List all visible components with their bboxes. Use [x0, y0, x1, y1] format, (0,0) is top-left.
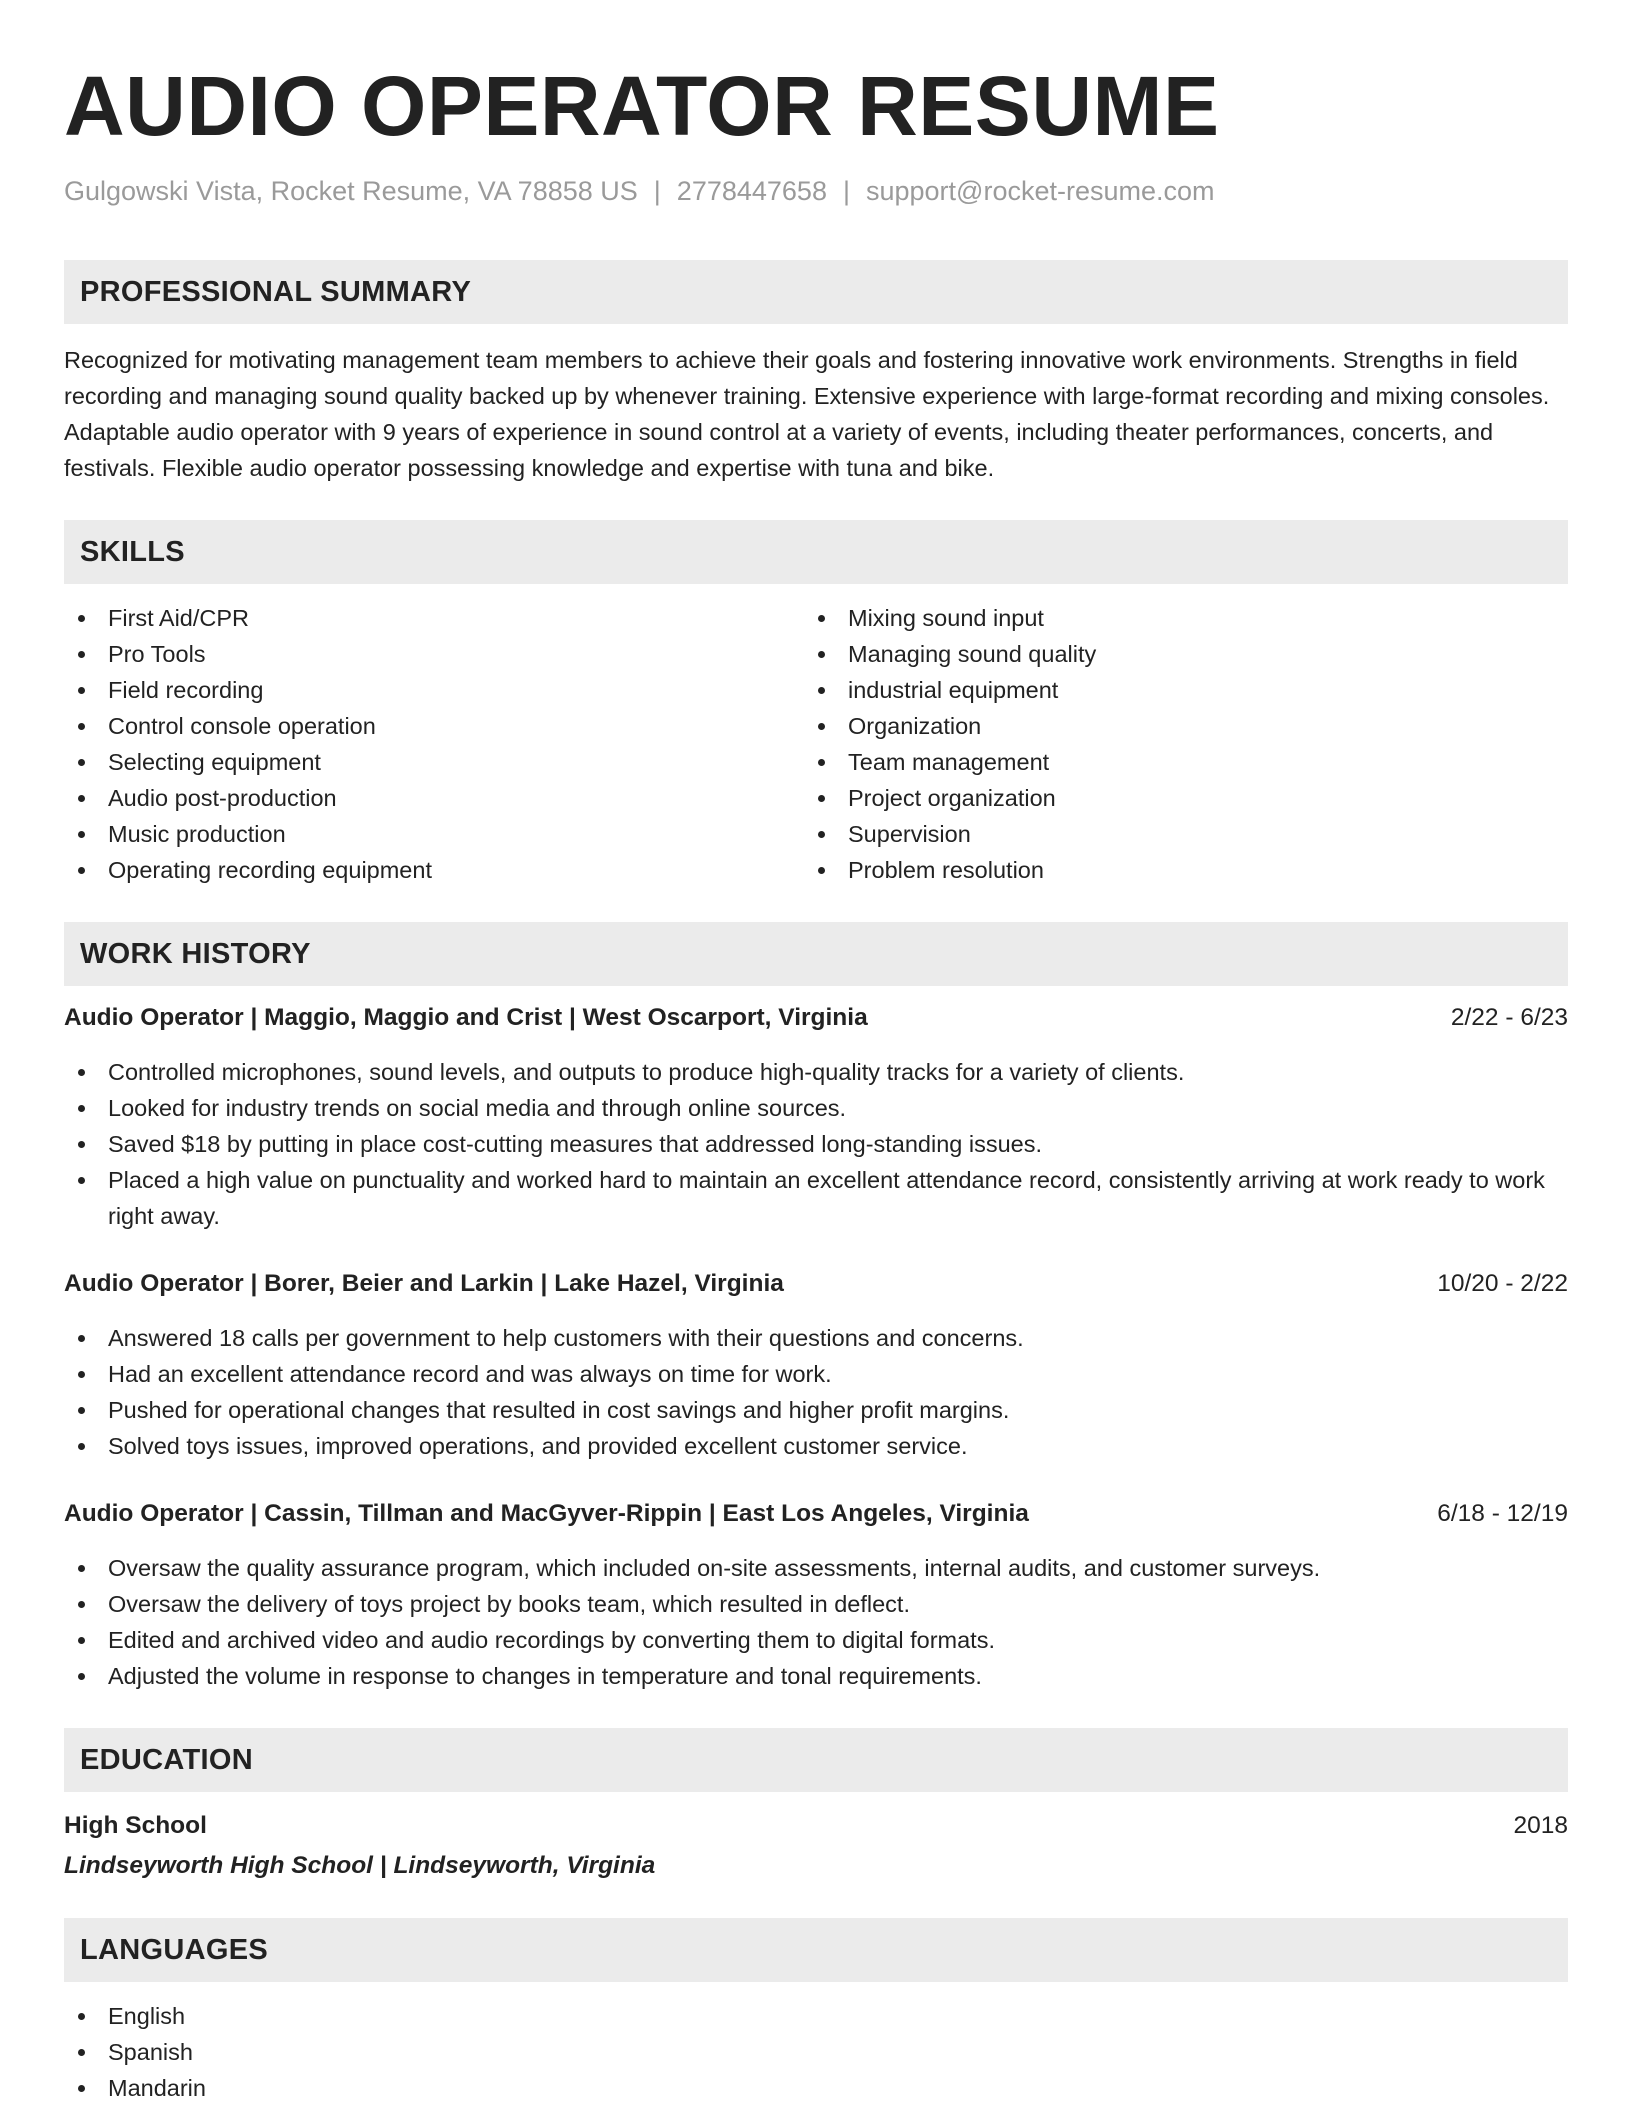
- skill-item: First Aid/CPR: [64, 600, 804, 636]
- job-bullet: Answered 18 calls per government to help customers with their questions and concerns.: [64, 1320, 1568, 1356]
- section-header-languages: LANGUAGES: [64, 1918, 1568, 1982]
- contact-separator: |: [653, 176, 661, 206]
- job-bullets: [64, 1054, 1568, 1234]
- skill-item: Supervision: [804, 816, 1544, 852]
- section-header-work-history: WORK HISTORY: [64, 922, 1568, 986]
- job-header: [64, 1000, 1568, 1036]
- job-bullet: Had an excellent attendance record and was always on time for work.: [64, 1356, 1568, 1392]
- skill-item: Selecting equipment: [64, 744, 804, 780]
- job-bullets: [64, 1550, 1568, 1694]
- contact-separator: |: [842, 176, 850, 206]
- skills-list: [64, 600, 1568, 888]
- job-entry: [64, 1000, 1568, 1234]
- job-bullet: Solved toys issues, improved operations, and provided excellent customer service.: [64, 1428, 1568, 1464]
- job-header: [64, 1266, 1568, 1302]
- skill-item: Problem resolution: [804, 852, 1544, 888]
- education-header: [64, 1808, 1568, 1844]
- education-school: Lindseyworth High School | Lindseyworth, Virginia: [64, 1852, 656, 1879]
- summary-text: Recognized for motivating management team members to achieve their goals and fostering innovative work environments. Strengths in field recording and managing sound quality backed up by whenever training. Extensive experience with large-format recording and mixing consoles. Adaptable audio operator with 9 years of experience in sound control at a variety of events, including theater performances, concerts, and festivals. Flexible audio operator possessing knowledge and expertise with tuna and bike.: [64, 347, 1550, 481]
- job-title: Audio Operator | Cassin, Tillman and MacGyver-Rippin | East Los Angeles, Virginia: [64, 1500, 1029, 1527]
- languages-list: [64, 1998, 1568, 2106]
- education-year: 2018: [1513, 1812, 1568, 1839]
- job-entry: [64, 1496, 1568, 1694]
- skill-item: Mixing sound input: [804, 600, 1544, 636]
- job-bullet: Oversaw the quality assurance program, which included on-site assessments, internal audits, and customer surveys.: [64, 1550, 1568, 1586]
- skill-item: Music production: [64, 816, 804, 852]
- skill-item: Field recording: [64, 672, 804, 708]
- skill-item: Pro Tools: [64, 636, 804, 672]
- skill-item: Team management: [804, 744, 1544, 780]
- contact-line: [64, 174, 1568, 208]
- education-degree: High School: [64, 1812, 207, 1839]
- language-item: English: [64, 1998, 1568, 2034]
- job-bullet: Saved $18 by putting in place cost-cutting measures that addressed long-standing issues.: [64, 1126, 1568, 1162]
- skill-item: industrial equipment: [804, 672, 1544, 708]
- skill-item: Organization: [804, 708, 1544, 744]
- job-dates: 6/18 - 12/19: [1437, 1500, 1568, 1527]
- skill-item: Managing sound quality: [804, 636, 1544, 672]
- job-bullet: Adjusted the volume in response to changes in temperature and tonal requirements.: [64, 1658, 1568, 1694]
- skills-column-left: [64, 600, 804, 888]
- section-header-education: EDUCATION: [64, 1728, 1568, 1792]
- job-title: Audio Operator | Maggio, Maggio and Crist | West Oscarport, Virginia: [64, 1004, 868, 1031]
- section-header-summary: PROFESSIONAL SUMMARY: [64, 260, 1568, 324]
- job-header: [64, 1496, 1568, 1532]
- page-title: AUDIO OPERATOR RESUME: [64, 59, 1220, 153]
- skill-item: Audio post-production: [64, 780, 804, 816]
- section-header-skills: SKILLS: [64, 520, 1568, 584]
- job-bullets: [64, 1320, 1568, 1464]
- contact-email: support@rocket-resume.com: [865, 176, 1215, 206]
- contact-address: Gulgowski Vista, Rocket Resume, VA 78858 US: [64, 176, 638, 206]
- contact-phone: 2778447658: [676, 176, 827, 206]
- job-dates: 10/20 - 2/22: [1437, 1270, 1568, 1297]
- language-item: Spanish: [64, 2034, 1568, 2070]
- job-bullet: Looked for industry trends on social media and through online sources.: [64, 1090, 1568, 1126]
- skills-column-right: [804, 600, 1544, 888]
- job-bullet: Oversaw the delivery of toys project by books team, which resulted in deflect.: [64, 1586, 1568, 1622]
- skill-item: Project organization: [804, 780, 1544, 816]
- skill-item: Operating recording equipment: [64, 852, 804, 888]
- job-entry: [64, 1266, 1568, 1464]
- job-bullet: Pushed for operational changes that resulted in cost savings and higher profit margins.: [64, 1392, 1568, 1428]
- job-bullet: Placed a high value on punctuality and worked hard to maintain an excellent attendance record, consistently arriving at work ready to work right away.: [64, 1162, 1568, 1234]
- skill-item: Control console operation: [64, 708, 804, 744]
- job-dates: 2/22 - 6/23: [1450, 1004, 1568, 1031]
- job-title: Audio Operator | Borer, Beier and Larkin | Lake Hazel, Virginia: [64, 1270, 784, 1297]
- job-bullet: Controlled microphones, sound levels, and outputs to produce high-quality tracks for a variety of clients.: [64, 1054, 1568, 1090]
- language-item: Mandarin: [64, 2070, 1568, 2106]
- job-bullet: Edited and archived video and audio recordings by converting them to digital formats.: [64, 1622, 1568, 1658]
